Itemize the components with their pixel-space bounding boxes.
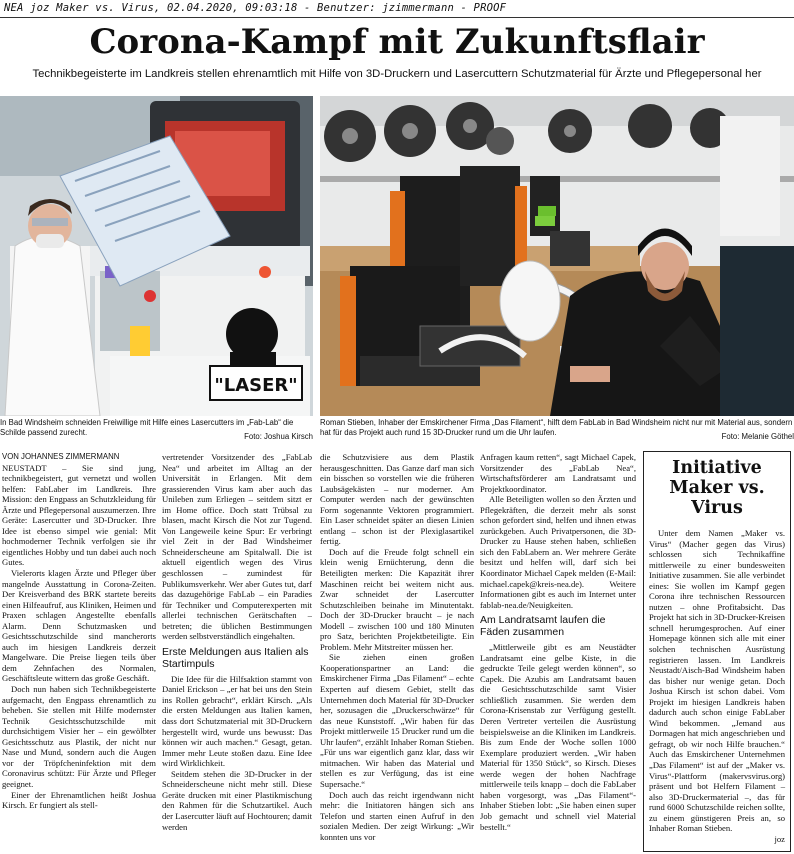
credit-right: Foto: Melanie Göthel <box>718 432 794 442</box>
caption-right <box>320 418 794 442</box>
infobox-text <box>644 528 790 844</box>
column-1 <box>2 452 156 854</box>
credit-left: Foto: Joshua Kirsch <box>240 432 313 442</box>
photo-3d-printers <box>320 96 794 416</box>
caption-left-text: In Bad Windsheim schneiden Freiwillige mit Hilfe eines Lasercutters im „Fab-Lab“ die Schilde passend zurecht. <box>0 418 294 437</box>
paragraph: vertretender Vorsitzender des „FabLab Nea“ und arbeitet im Alltag an der Universität in Erlangen. Mit dem grassierenden Virus kam aber auch das Unileben zum Erliegen – seitdem sitzt er im Home office. Doch statt Trübsal zu blasen, macht Kirsch die Not zur Tugend. Von Langeweile keine Spur: Er verbringt viel Zeit in der Bad Windsheimer Schneiderscheune am Spitalwall. Die ist aktuell eigentlich wegen des Virus geschlossen – zumindest für Publikumsverkehr. Wer aber Gutes tut, darf das dazugehörige FabLab – ein Paradies für Techniker und Computerexperten mit allerlei technischen Gerätschaften – betreten; die üblichen Bestimmungen werden selbstverständlich eingehalten. <box>162 452 312 642</box>
photo-lasercutter <box>0 96 313 416</box>
infobox-title-line2: Maker vs. Virus <box>669 478 765 518</box>
paragraph: Einer der Ehrenamtlichen heißt Joshua Kirsch. Er fungiert als stell- <box>2 789 156 811</box>
infobox-title <box>648 458 786 518</box>
header-rule <box>0 17 794 18</box>
paragraph: Doch auch das reicht irgendwann nicht mehr: die Initiatoren hängen sich ans Telefon und starten einen Aufruf in den sozialen Medien. Der zeigt Wirkung: „Wir konnten uns vor <box>320 789 474 842</box>
laser-sticker-text: "LASER" <box>214 375 298 396</box>
paragraph: die Schutzvisiere aus dem Plastik herausgeschnitten. Das Ganze darf man sich ein bisschen so vorstellen wie die früheren Laubsägekästen – nur moderner. Am Computer werden nach der gewünschten Form sogenannte Vektoren programmiert. Ein Laser schneidet später an diesen Linien entlang – schon ist der Plexiglasartikel fertig. <box>320 452 474 547</box>
paragraph: Die Idee für die Hilfsaktion stammt von Daniel Erickson – „er hat bei uns den Stein ins Rollen gebracht“, erklärt Kirsch. „Als die ersten Meldungen aus Italien kamen, dass dort Schutzmaterial mit 3D-Druckern hergestellt wird, wurde uns bewusst: Das können wir auch machen.“ Gesagt, getan. Immer mehr Leute stoßen dazu. Eine Idee wird Wirklichkeit. <box>162 673 312 769</box>
paragraph: Doch nun haben sich Technikbegeisterte aufgemacht, den Engpass ehrenamtlich zu beheben. Sie stellen mit Hilfe modernster Technik Gesichtsschutzschilde mit durchsichtigem Visier her – ein gewölbter Gesichtsschutz aus Plastik, der nicht nur Nase und Mund, sondern auch die Augen vor der Tröpfcheninfektion mit dem Coronavirus schützt: Für Ärzte und Pfleger geeignet. <box>2 684 156 789</box>
paragraph: Anfragen kaum retten“, sagt Michael Capek, Vorsitzender des „FabLab Nea“, Wirtschaftsförderer am Landratsamt und Projektkoordinator. <box>480 452 636 494</box>
column-4 <box>480 452 636 854</box>
column-3 <box>320 452 474 854</box>
byline: VON JOHANNES ZIMMERMANN <box>2 452 120 461</box>
column-2 <box>162 452 312 854</box>
caption-right-text: Roman Stieben, Inhaber der Emskirchener Firma „Das Filament“, hilft dem FabLab in Bad Windsheim nicht nur mit Material aus, sondern hat für das Projekt auch rund 15 3D-Drucker rund um die Uhr laufen. <box>320 418 793 437</box>
paragraph: Unter dem Namen „Maker vs. Virus“ (Macher gegen das Virus) schlossen sich Technikaffine mittlerweile zu einer bundesweiten Initiative zusammen. Sie alle verbindet eines: Sie wollen im Kampf gegen Corona ihre technischen Ressourcen nutzen – ohne Profitabsicht. Das Projekt hat sich in 3D-Drucker-Kreisen schnell herumgesprochen. Auf einer Homepage können sich alle mit einer solchen technischen Ausrüstung registrieren lassen. Im Landkreis Neustadt/Aisch-Bad Windsheim haben das bisher nur wenige getan. Doch Joshua Kirsch ist schon dabei. Vom Projekt im hiesigen Landkreis haben dadurch auch schon einige FabLaber Wind bekommen. „Jemand aus Dormagen hat mich angeschrieben und gefragt, ob wir noch Hilfe brauchen.“ Auch das Emskirchener Unternehmen „Das Filament“ ist auf der „Maker vs. Virus“-Plattform (makervsvirus.org) präsent und bot Helfern Filament – also 3D-Druckermaterial –, das für rund 6000 Schutzschilde reichen sollte, zu einem günstigeren Preis an, so Inhaber Roman Stieben. <box>649 528 785 834</box>
intertitle: Erste Meldungen aus Italien als Startimpuls <box>162 645 309 670</box>
paragraph: Vielerorts klagen Ärzte und Pfleger über mangelnde Ausstattung in Corona-Zeiten. Der Kreisverband des BRK startete bereits einen Hilfeaufruf, aus Kliniken, Heimen und Praxen schlagen Angestellte ebenfalls Alarm. Denn Schutzmasken und Gesichtsschutzschilde sind mancherorts auch im hiesigen Landkreis derzeit Mangelware. Die Preise liegen teils über dem Zehnfachen des Normalen, Geschäftsleute wittern das große Geschäft. <box>2 568 156 684</box>
paragraph: Alle Beteiligten wollen so den Ärzten und Pflegekräften, die derzeit mehr als sonst schon gefordert sind, helfen und ihnen etwas zurückgeben. Auch Privatpersonen, die 3D-Drucker zu Hause stehen haben, schließen sich den FabLabern an. Wer mehrere Geräte besitzt und helfen will, darf sich bei Koordinator Michael Capek melden (E-Mail: michael.capek@kreis-nea.de). Weitere Informationen gibt es auch im Internet unter fablab-nea.de/Neuigkeiten. <box>480 494 636 610</box>
paragraph: Doch auf die Freude folgt schnell ein klein wenig Ernüchterung, denn die Beteiligten merken: Die Kapazität ihrer Maschinen reicht bei weitem nicht aus. Zwar schneidet der Lasercutter Schutzschleiben beinahe im Minutentakt. Doch der 3D-Drucker braucht – je nach Modell – zwischen 100 und 180 Minuten pro Satz, berichten Projektbeteiligte. Ein Problem. Mehr Mitstreiter müssen her. <box>320 546 474 652</box>
paragraph: NEUSTADT – Sie sind jung, technikbegeistert, gut vernetzt und wollen helfen: FabLaber im Landkreis. Ihre Mission: den Engpass an Schutzkleidung für Ärzte und Pflegepersonal auszumerzen. Ihre Geräte: Lasercutter und 3D-Drucker. Ihre Idee ist ebenso simpel wie genial: Mit hochmoderner Technik verfolgen sie ihr eigentliches Hobby und tun dabei auch noch Gutes. <box>2 462 156 568</box>
headline: Corona-Kampf mit Zukunftsflair <box>89 22 705 62</box>
paragraph: Seitdem stehen die 3D-Drucker in der Schneiderscheune nicht mehr still. Diese Geräte drucken mit einer Plastikmischung den Rahmen für die Schutzartikel. Auch der Lasercutter läuft auf Hochtouren; damit werden <box>162 768 312 832</box>
printer-scene <box>320 96 794 416</box>
lasercutter-scene <box>0 96 313 416</box>
infobox-title-line1: Initiative <box>672 458 762 478</box>
proof-header: NEA joz Maker vs. Virus, 02.04.2020, 09:03:18 - Benutzer: jzimmermann - PROOF <box>4 2 507 14</box>
intertitle: Am Landratsamt laufen die Fäden zusammen <box>480 614 606 639</box>
paragraph: „Mittlerweile gibt es am Neustädter Landratsamt eine gelbe Kiste, in die gedruckte Teile gelegt werden können“, so Capek. Die Azubis am Landratsamt bauen die Gesichtsschutzschilde samt Visier schließlich zusammen. Sie werden dem Corona-Krisenstab zur Verfügung gestellt. Deren Vertreter verteilen die Ausrüstung beispielsweise an die Kliniken im Landkreis. Bis zum Ende der Woche sollen 1000 Exemplare produziert werden. „Wir haben Material für 1350 Stück“, so Kirsch. Dieses werde wegen der hohen Nachfrage mittlerweile teils knapp – doch die FabLaber haben vorgesorgt, was „Das Filament“-Inhaber Stieben lobt: „Sie haben einen super Job gemacht und schnell viel Material bestellt.“ <box>480 642 636 832</box>
subheadline: Technikbegeisterte im Landkreis stellen ehrenamtlich mit Hilfe von 3D-Druckern und Lasercuttern Schutzmaterial für Ärzte und Pflegepersonal her <box>32 68 762 80</box>
infobox-maker-vs-virus <box>643 451 791 852</box>
signature: joz <box>774 833 785 844</box>
caption-left <box>0 418 313 442</box>
paragraph: Sie ziehen einen großen Kooperationspartner an Land: die Emskirchener Firma „Das Filament“ – echte Experten auf diesem Gebiet, stellt das Unternehmen doch Material für 3D-Drucker her, sozusagen die „Druckerschwärze“ für das neue Kunststoff. „Wir haben für das Projekt mittlerweile 15 Drucker rund um die Uhr laufen“, erzählt Inhaber Roman Stieben. „Für uns war eigentlich ganz klar, dass wir mitmachen. Wir haben das Material und stellen es zur Verfügung, das ist eine Supersache.“ <box>320 652 474 789</box>
